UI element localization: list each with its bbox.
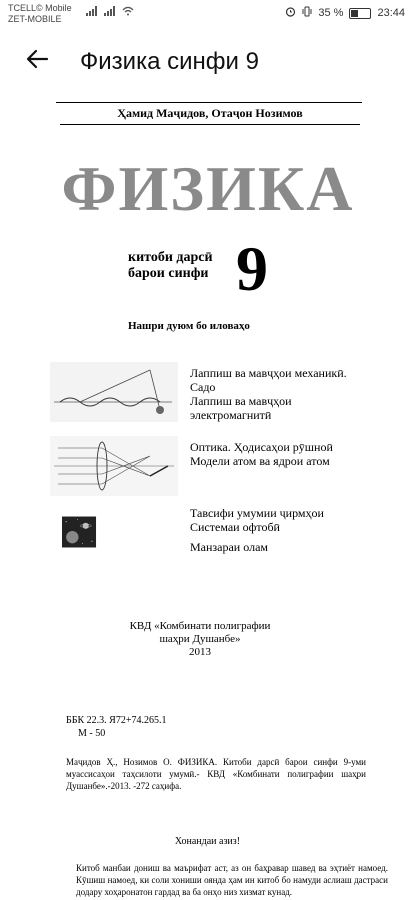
battery-icon bbox=[349, 8, 371, 19]
status-bar bbox=[0, 0, 415, 30]
bibliographic-entry: Маҷидов Ҳ., Нозимов О. ФИЗИКА. Китоби дарсӣ барои синфи 9-уми муассисаҳои таҳсилоти умумӣ.- КВД «Комбинати полиграфии шаҳри Душанбе».-2013. -272 саҳифа. bbox=[66, 757, 366, 791]
vibrate-icon bbox=[302, 6, 312, 20]
section-line: электромагнитӣ bbox=[190, 408, 272, 422]
section-text bbox=[190, 366, 380, 422]
carrier-line1: TCELL© Mobile bbox=[8, 3, 72, 13]
publisher-line1: КВД «Комбинати полиграфии bbox=[129, 620, 271, 632]
status-right bbox=[285, 6, 405, 20]
edition-note: Нашри дуюм бо иловаҳо bbox=[128, 320, 250, 332]
alarm-icon bbox=[285, 6, 296, 20]
wave-diagram-image bbox=[50, 362, 178, 422]
section-line: Лаппиш ва мавҷҳои механикӣ. bbox=[190, 366, 347, 380]
signal-icon bbox=[86, 6, 98, 16]
section-text bbox=[190, 506, 380, 554]
publication-year: 2013 bbox=[189, 646, 211, 658]
grade-number: 9 bbox=[236, 233, 268, 304]
lens-diagram-image bbox=[50, 436, 178, 496]
publisher-line2: шаҳри Душанбе» bbox=[159, 633, 241, 645]
bbk-line2: М - 50 bbox=[78, 728, 106, 739]
section-text bbox=[190, 440, 380, 468]
section-waves bbox=[0, 362, 415, 432]
section-line: Системаи офтобӣ bbox=[190, 520, 280, 534]
signal-icons bbox=[86, 6, 134, 16]
solar-system-image bbox=[62, 502, 128, 562]
clock: 23:44 bbox=[377, 7, 405, 19]
carrier-info bbox=[8, 3, 72, 25]
document-page[interactable] bbox=[0, 92, 415, 900]
publisher-info bbox=[30, 620, 370, 659]
intro-text: Китоб манбаи дониш ва маърифат аст, аз он баҳравар шавед ва эҳтиёт намоед. Кӯшиш намоед, ки соли хониши оянда ҳам ин китоб бо намуди аслиаш дастраси додару хоҳаронатон гардад ва ба онҳо низ хизмат кунад. bbox=[76, 863, 388, 897]
wifi-icon bbox=[122, 6, 134, 16]
bbk-line1: ББК 22.3. Я72+74.265.1 bbox=[66, 715, 167, 726]
app-bar bbox=[0, 30, 415, 90]
section-line: Тавсифи умумии ҷирмҳои bbox=[190, 506, 324, 520]
section-line: Манзараи олам bbox=[190, 540, 268, 554]
subtitle-line2: барои синфи bbox=[128, 266, 209, 281]
section-optics bbox=[0, 436, 415, 506]
signal-icon bbox=[104, 6, 116, 16]
section-line: Лаппиш ва мавҷҳои bbox=[190, 394, 292, 408]
bbk-code bbox=[66, 714, 166, 740]
authors: Ҳамид Маҷидов, Отаҷон Нозимов bbox=[60, 106, 360, 125]
page-title: Физика синфи 9 bbox=[80, 48, 259, 75]
subtitle-line1: китоби дарсӣ bbox=[128, 250, 213, 265]
section-line: Модели атом ва ядрои атом bbox=[190, 454, 330, 468]
reader-greeting: Хонандаи азиз! bbox=[174, 836, 241, 847]
section-line: Садо bbox=[190, 380, 216, 394]
battery-text: 35 % bbox=[318, 7, 344, 19]
book-subtitle bbox=[128, 250, 213, 282]
section-astronomy bbox=[0, 502, 415, 572]
arrow-left-icon bbox=[22, 44, 52, 74]
carrier-line2: ZET-MOBILE bbox=[8, 14, 62, 24]
book-title: ФИЗИКА bbox=[61, 153, 355, 224]
section-line: Оптика. Ҳодисаҳои рӯшноӣ bbox=[190, 440, 333, 454]
back-button[interactable] bbox=[22, 44, 52, 74]
